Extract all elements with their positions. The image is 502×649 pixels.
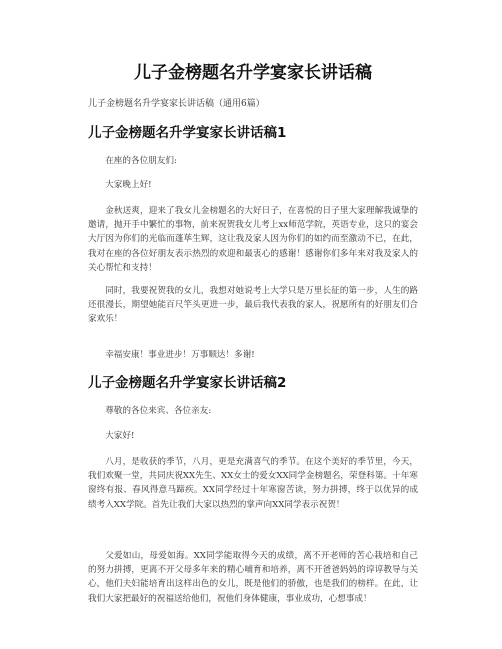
section-2-paragraph: 八月，是收获的季节，八月，更是充满喜气的季节。在这个美好的季节里，今天，我们欢聚一堂，共同庆祝XX先生、XX女士的爱女XX同学金榜题名，荣登科第。十年寒窗终有报、春风得意马蹄疾。XX同学经过十年寒窗苦读，努力拼搏，终于以优异的成绩考入XX学院。首先让我们大家以热烈的掌声向XX同学表示祝贺！ [88,457,418,510]
section-heading-1: 儿子金榜题名升学宴家长讲话稿1 [88,125,287,141]
section-2-greeting: 尊敬的各位来宾、各位亲友: [105,406,212,416]
section-1-closing: 幸福安康！事业进步！万事顺达！多谢! [105,350,255,360]
section-2-salutation: 大家好! [105,431,135,441]
document-subtitle: 儿子金榜题名升学宴家长讲话稿（通用6篇） [88,99,265,109]
section-1-paragraph: 同时，我要祝贺我的女儿，我想对她说考上大学只是万里长征的第一步，人生的路还很漫长，期望她能百尺竿头更进一步，最后我代表我的家人，祝愿所有的好朋友们合家欢乐！ [88,286,418,325]
section-1-paragraph: 金秋送爽，迎来了我女儿金榜题名的大好日子，在喜悦的日子里大家理解我诚挚的邀请，抛开手中繁忙的事物，前来祝贺我女儿考上xx师范学院，英语专业，这只的宴会大厅因为你们的光临而蓬荜生辉，这让我及家人因为你们的如约而至激动不已，在此，我对在座的各位好朋友表示热烈的欢迎和最衷心的感谢！感谢你们多年来对我及家人的关心帮忙和支持！ [88,206,418,273]
section-2-paragraph: 父爱如山，母爱如海。XX同学能取得今天的成绩，离不开老师的苦心栽培和自己的努力拼搏，更离不开父母多年来的精心哺育和培养，离不开爸爸妈妈的谆谆教导与关心，他们夫妇能培育出这样出色的女儿，既是他们的骄傲，也是我们的榜样。在此，让我们大家把最好的祝福送给他们，祝他们身体健康，事业成功，心想事成！ [88,551,418,604]
section-1-greeting: 在座的各位朋友们: [105,156,177,166]
section-1-salutation: 大家晚上好! [105,180,152,190]
section-heading-2: 儿子金榜题名升学宴家长讲话稿2 [88,375,287,391]
document-title: 儿子金榜题名升学宴家长讲话稿 [134,63,372,83]
